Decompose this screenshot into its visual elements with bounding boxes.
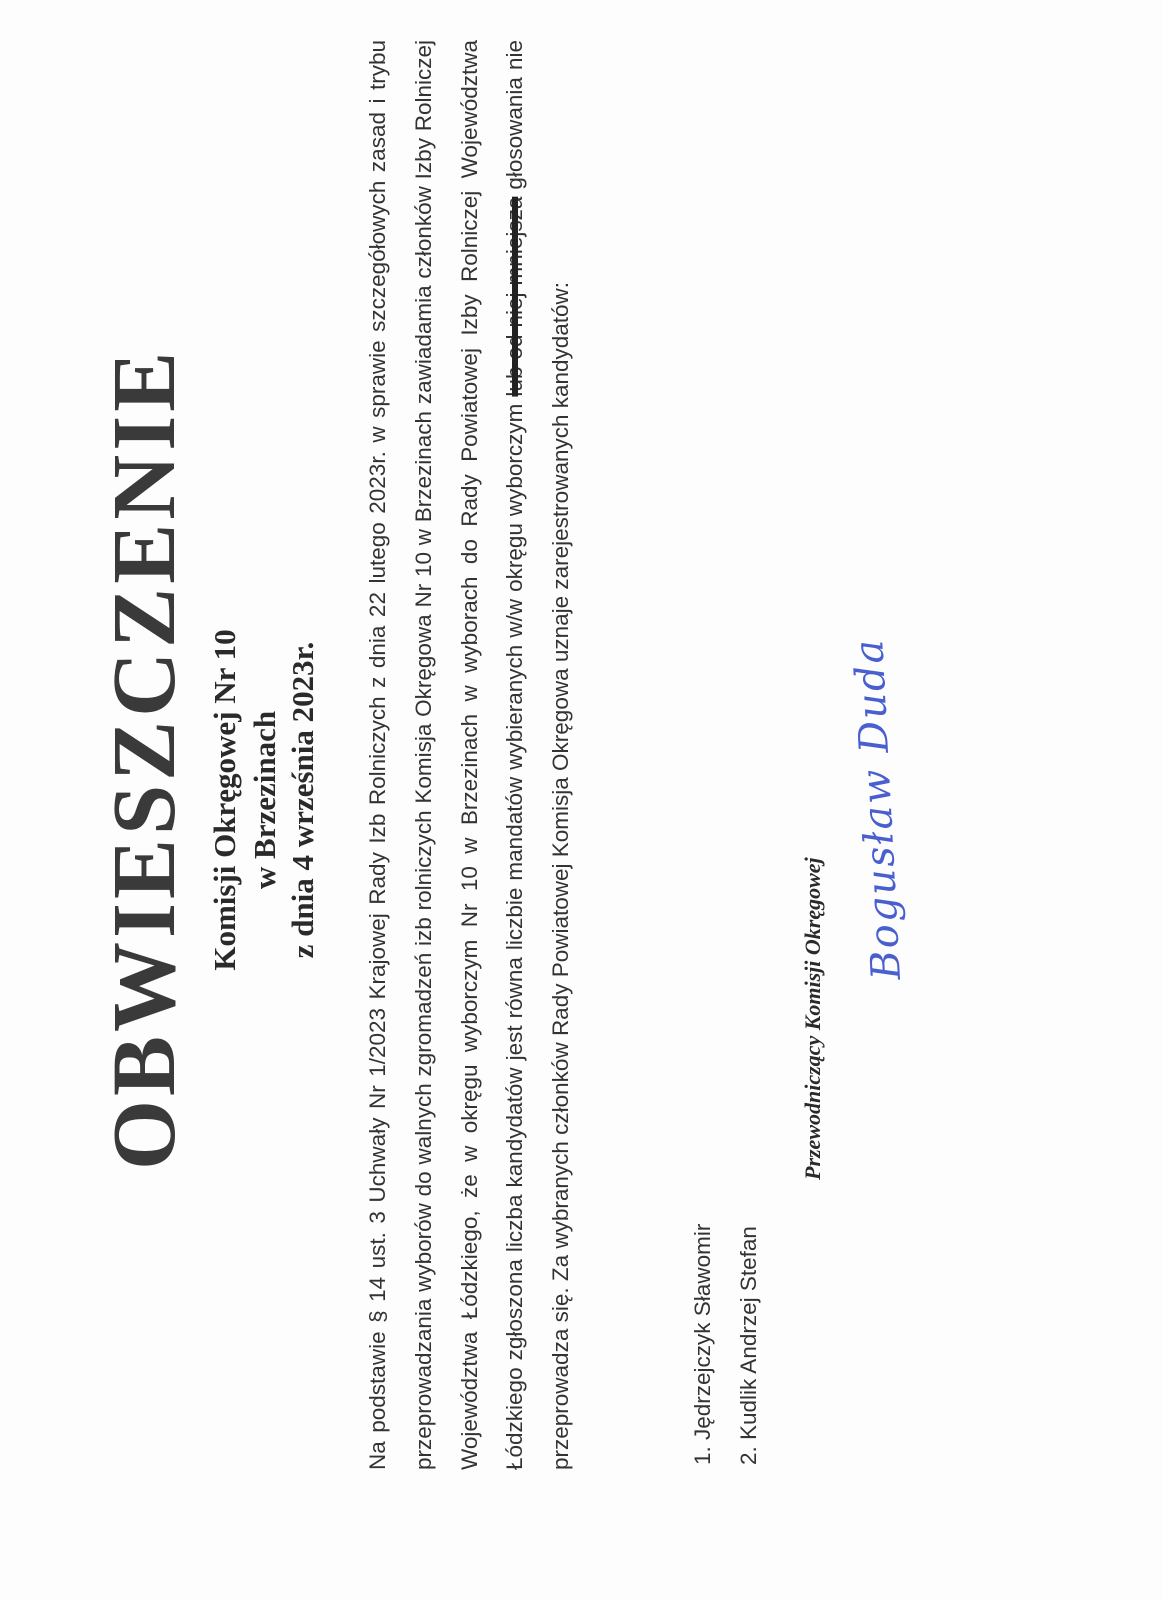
notice-subtitle-commission: Komisji Okręgowej Nr 10	[207, 629, 242, 971]
notice-subtitle-location: w Brzezinach	[247, 710, 282, 890]
signature-label: Przewodniczący Komisji Okręgowej	[800, 857, 825, 1180]
handwritten-signature: Bogusław Duda	[846, 636, 910, 981]
list-item: 1. Jędrzejczyk Sławomir	[690, 1223, 715, 1465]
body-struck-text: lub od niej mniejsza	[502, 196, 528, 397]
notice-body-paragraph	[355, 40, 584, 1470]
body-text-part-1: Na podstawie § 14 ust. 3 Uchwały Nr 1/2023 Krajowej Rady Izb Rolniczych z dnia 22 lutego 2023r. w sprawie szczegółowych zasad i trybu przeprowadzania wyborów do walnych zgromadzeń izb rolniczych Komisja Okręgowa Nr 10 w Brzezinach zawiadamia członków Izby Rolniczej Województwa Łódzkiego, że w okręgu wyborczym Nr 10 w Brzezinach w wyborach do Rady Powiatowej Izby Rolniczej Województwa Łódzkiego zgłoszona liczba kandydatów jest równa liczbie mandatów wybieranych w/w okręgu wyborczym	[365, 40, 528, 1470]
candidate-list	[680, 765, 772, 1465]
notice-title: OBWIESZCZENIE	[95, 347, 194, 1170]
list-item: 2. Kudlik Andrzej Stefan	[736, 1226, 761, 1465]
body-text-part-2: głosowania nie przeprowadza się. Za wybranych członków Rady Powiatowej Komisja Okręgowa uznaje zarejestrowanych kandydatów:	[502, 40, 574, 1470]
notice-date: z dnia 4 września 2023r.	[285, 641, 320, 959]
